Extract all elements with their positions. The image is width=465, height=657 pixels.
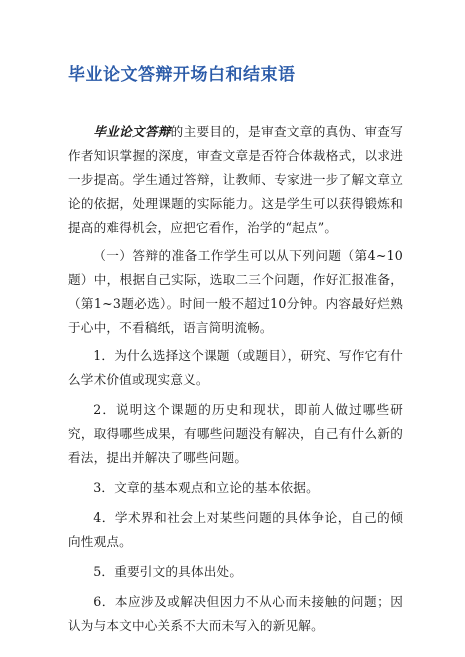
intro-text: 的主要目的，是审查文章的真伪、审查写作者知识掌握的深度，审查文章是否符合体裁格式，以求进一步提高。学生通过答辩，让教师、专家进一步了解文章立论的依据，处理课题的实际能力。这是学生可以获得锻炼和提高的难得机会，应把它看作，治学的“起点”。 <box>68 124 403 235</box>
list-item: 5．重要引文的具体出处。 <box>93 564 243 579</box>
intro-paragraph <box>68 120 403 240</box>
document-body <box>68 120 403 644</box>
list-item: 4．学术界和社会上对某些问题的具体争论，自己的倾向性观点。 <box>68 510 403 549</box>
list-item: 1．为什么选择这个课题（或题目），研究、写作它有什么学术价值或现实意义。 <box>68 348 403 387</box>
document-title: 毕业论文答辩开场白和结束语 <box>68 65 296 85</box>
list-item: 3．文章的基本观点和立论的基本依据。 <box>93 480 319 495</box>
list-item: 6．本应涉及或解决但因力不从心而未接触的问题；因认为与本文中心关系不大而未写入的新见解。 <box>68 594 403 633</box>
section-1-paragraph: （一）答辩的准备工作学生可以从下列问题（第4~10题）中，根据自己实际，选取二三个问题，作好汇报准备，（第1~3题必选）。时间一般不超过10分钟。内容最好烂熟于心中，不看稿纸，语言简明流畅。 <box>68 248 403 335</box>
intro-lead: 毕业论文答辩 <box>93 124 171 139</box>
list-item: 2．说明这个课题的历史和现状，即前人做过哪些研究，取得哪些成果，有哪些问题没有解决，自己有什么新的看法，提出并解决了哪些问题。 <box>68 402 403 465</box>
